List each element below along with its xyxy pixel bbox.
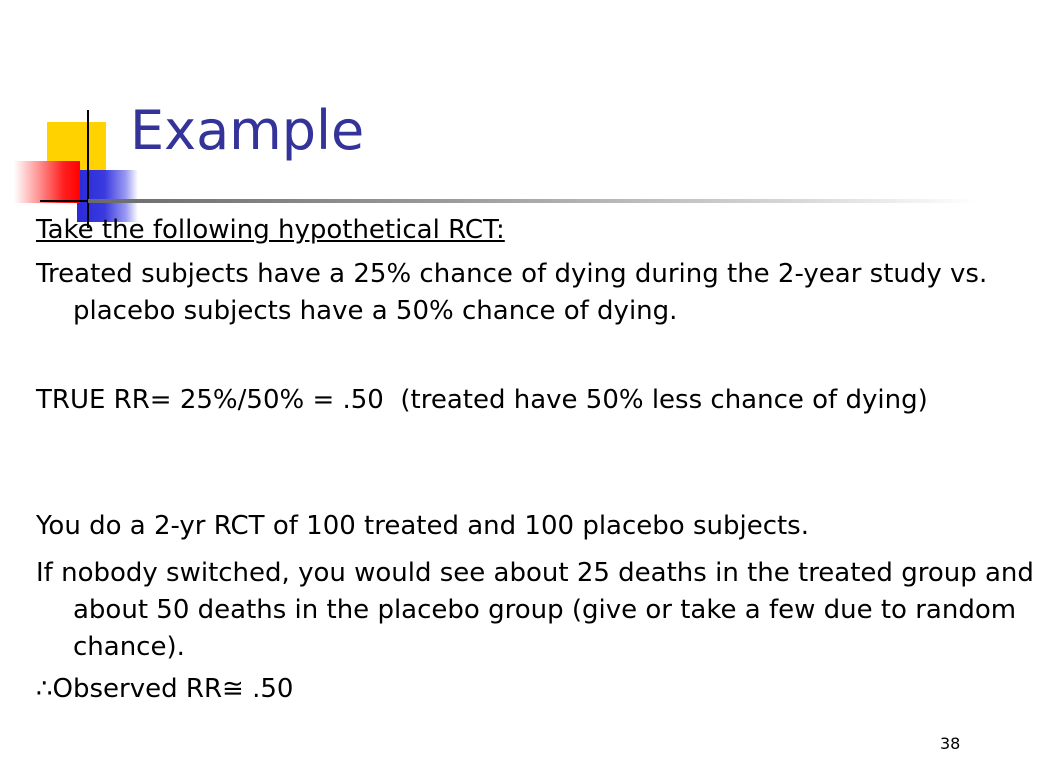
no-switch-text: If nobody switched, you would see about 25 deaths in the treated group and about 50 deaths in the placebo group (give or take a few due to random chance).	[36, 558, 1043, 662]
slide-logo	[0, 0, 150, 230]
logo-vertical-line	[87, 110, 89, 228]
slide-title: Example	[130, 99, 365, 162]
page-number: 38	[940, 734, 961, 753]
observed-rr-text: ∴Observed RR≅ .50	[36, 674, 294, 704]
intro-text: Take the following hypothetical RCT:	[36, 215, 505, 245]
design-text: You do a 2-yr RCT of 100 treated and 100 placebo subjects.	[36, 511, 809, 541]
scenario-text: Treated subjects have a 25% chance of dying during the 2-year study vs. placebo subjects have a 50% chance of dying.	[36, 259, 996, 326]
logo-red-square	[14, 161, 80, 203]
true-rr-text: TRUE RR= 25%/50% = .50 (treated have 50% less chance of dying)	[36, 385, 928, 415]
title-rule	[88, 199, 978, 203]
